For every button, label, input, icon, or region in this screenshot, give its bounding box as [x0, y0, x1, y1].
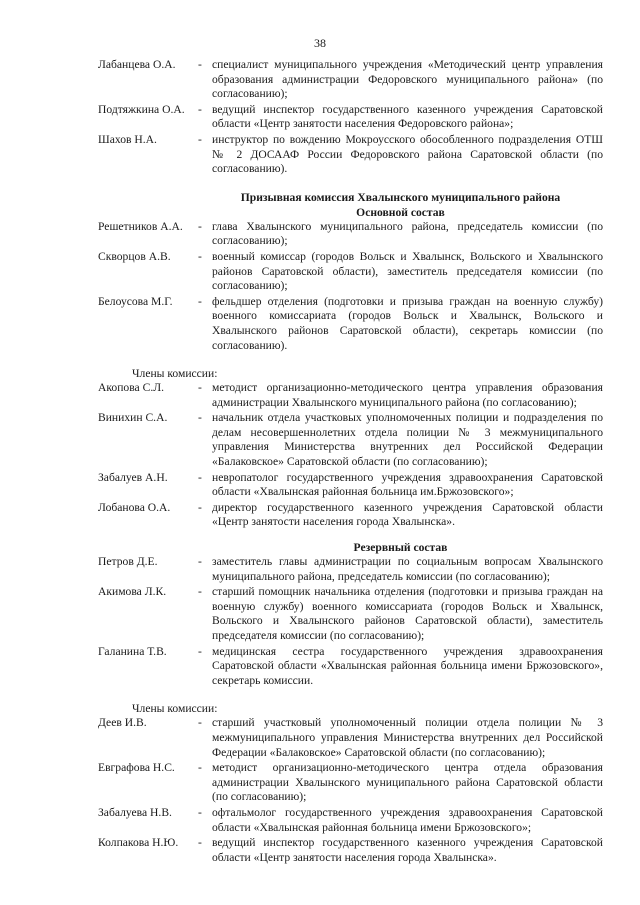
person-name: Подтяжкина О.А. [98, 102, 185, 116]
person-name: Забалуев А.Н. [98, 470, 168, 484]
entry-dash: - [198, 102, 202, 116]
person-position: специалист муниципального учреждения «Методический центр управления образования администрации Федоровского муниципального района» (по согласованию); [212, 58, 603, 101]
person-entry [98, 836, 603, 865]
person-position: директор государственного казенного учреждения Саратовской области «Центр занятости населения города Хвалынска». [212, 500, 603, 529]
entry-dash: - [198, 836, 202, 850]
entry-dash: - [198, 805, 202, 819]
person-position: фельдшер отделения (подготовки и призыва граждан на военную службу) военного комиссариата (городов Вольск и Хвалынск, Вольского и Хвалынского районов Саратовской области), секретарь комиссии (по согласованию). [212, 294, 603, 352]
entry-dash: - [198, 381, 202, 395]
entry-dash: - [198, 58, 202, 71]
person-name: Акопова С.Л. [98, 381, 164, 395]
person-entry [98, 411, 603, 469]
person-entry [98, 381, 603, 410]
person-name: Скворцов А.В. [98, 249, 171, 263]
person-position: старший помощник начальника отделения (подготовки и призыва граждан на военную службу) военного комиссариата (городов Вольск и Хвалынск, Вольского и Хвалынского районов Саратовской области), заместитель председателя комиссии (по согласованию); [212, 585, 603, 642]
commission-title: Призывная комиссия Хвалынского муниципального района [240, 190, 561, 204]
person-name: Решетников А.А. [98, 219, 183, 233]
entry-dash: - [198, 294, 202, 308]
entry-dash: - [198, 132, 202, 146]
entry-dash: - [198, 500, 202, 514]
person-position: глава Хвалынского муниципального района, председатель комиссии (по согласованию); [212, 219, 603, 248]
person-position: методист организационно-методического центра управления образования администрации Хвалынского муниципального района (по согласованию); [212, 381, 603, 409]
person-entry [98, 806, 603, 835]
main-entries [98, 220, 603, 353]
top-entries [98, 58, 603, 177]
person-entry [98, 250, 603, 294]
person-name: Шахов Н.А. [98, 132, 157, 146]
person-entry [98, 585, 603, 643]
members-label: Члены комиссии: [132, 367, 218, 381]
person-name: Галанина Т.В. [98, 644, 167, 658]
person-name: Колпакова Н.Ю. [98, 836, 179, 850]
person-name: Белоусова М.Г. [98, 294, 173, 308]
entry-dash: - [198, 555, 202, 569]
entry-dash: - [198, 219, 202, 233]
page-number: 38 [314, 36, 326, 50]
person-position: ведущий инспектор государственного казенного учреждения Саратовской области «Центр занятости населения Федоровского района»; [212, 102, 603, 131]
person-name: Петров Д.Е. [98, 555, 158, 569]
person-name: Винихин С.А. [98, 411, 168, 425]
main-members [98, 381, 603, 530]
person-position: методист организационно-методического центра отдела образования администрации Хвалынского муниципального района Саратовской области (по согласованию); [212, 761, 603, 804]
person-entry [98, 716, 603, 760]
entry-dash: - [198, 644, 202, 658]
reserve-entries [98, 555, 603, 688]
person-position: заместитель главы администрации по социальным вопросам Хвалынского муниципального района, председатель комиссии (по согласованию); [212, 555, 603, 583]
members-label: Члены комиссии: [132, 702, 218, 716]
person-position: ведущий инспектор государственного казенного учреждения Саратовской области «Центр занятости населения города Хвалынска». [212, 836, 603, 864]
person-entry [98, 58, 603, 102]
entry-dash: - [198, 761, 202, 775]
person-name: Евграфова Н.С. [98, 761, 175, 775]
main-composition-title: Основной состав [356, 205, 445, 219]
person-entry [98, 501, 603, 530]
person-entry [98, 295, 603, 353]
person-entry [98, 133, 603, 177]
person-position: офтальмолог государственного учреждения здравоохранения Саратовской области «Хвалынская районная больница имени Бржозовского»; [212, 805, 603, 834]
person-entry [98, 471, 603, 500]
person-entry [98, 645, 603, 689]
person-entry [98, 220, 603, 249]
entry-dash: - [198, 411, 202, 425]
entry-dash: - [198, 249, 202, 263]
person-name: Лабанцева О.А. [98, 58, 176, 71]
person-name: Лобанова О.А. [98, 500, 171, 514]
reserve-members [98, 716, 603, 865]
reserve-composition-title: Резервный состав [353, 541, 448, 555]
entry-dash: - [198, 470, 202, 484]
person-position: инструктор по вождению Мокроусского обособленного подразделения ОТШ № 2 ДОСААФ России Федоровского района Саратовской области (по согласованию). [212, 132, 603, 176]
entry-dash: - [198, 585, 202, 599]
person-position: старший участковый уполномоченный полиции отдела полиции № 3 межмуниципального управления Министерства внутренних дел Российской Федерации «Балаковское» Саратовской области (по согласованию); [212, 716, 603, 759]
person-name: Деев И.В. [98, 716, 147, 730]
person-entry [98, 103, 603, 132]
person-entry [98, 555, 603, 584]
person-name: Забалуева Н.В. [98, 805, 172, 819]
person-entry [98, 761, 603, 805]
person-position: военный комиссар (городов Вольск и Хвалынск, Вольского и Хвалынского районов Саратовской области), заместитель председателя комиссии (по согласованию); [212, 249, 603, 293]
person-position: медицинская сестра государственного учреждения здравоохранения Саратовской области «Хвалынская районная больница имени Бржозовского», секретарь комиссии. [212, 644, 603, 687]
person-name: Акимова Л.К. [98, 585, 167, 599]
entry-dash: - [198, 716, 202, 730]
person-position: невропатолог государственного учреждения здравоохранения Саратовской области «Хвалынская районная больница им.Бржозовского»; [212, 470, 603, 499]
person-position: начальник отдела участковых уполномоченных полиции и подразделения по делам несовершеннолетних отдела полиции № 3 межмуниципального управления Министерства внутренних дел Российской Федерации «Балаковское» Саратовской области (по согласованию); [212, 411, 603, 469]
document-content [98, 58, 603, 866]
